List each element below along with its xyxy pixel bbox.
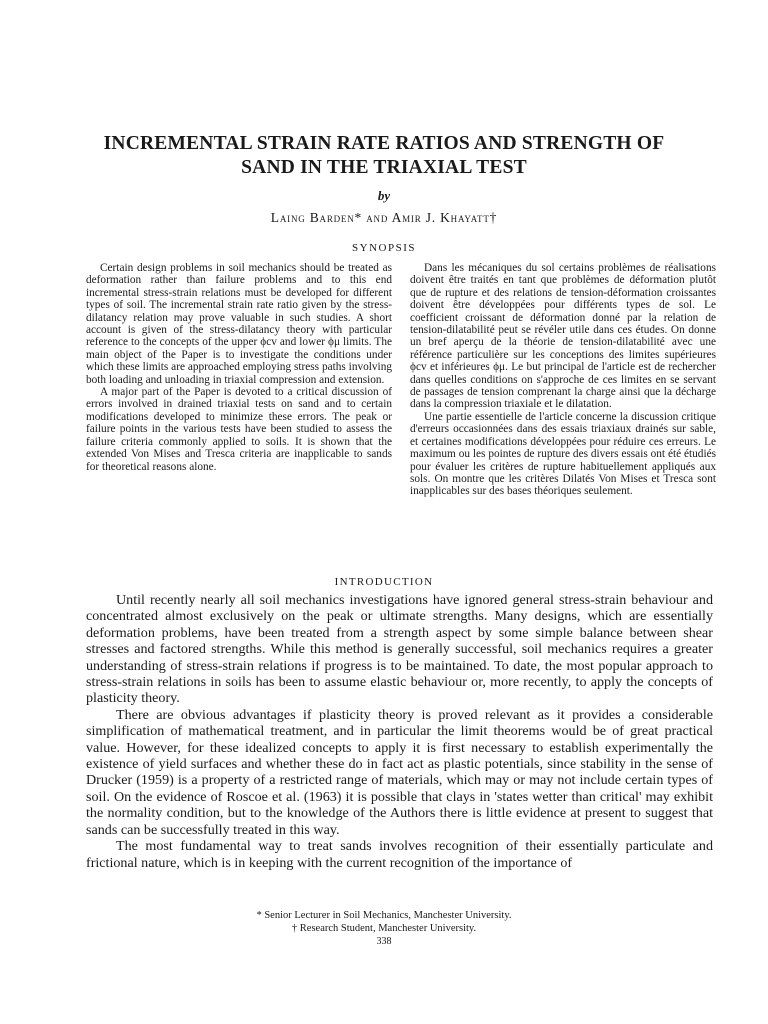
introduction-paragraph: There are obvious advantages if plasticity theory is proved relevant as it provides a considerable simplification of mathematical treatment, and in particular the limit theorems would be of great practical value. However, for these idealized concepts to apply it is first necessary to establish experimentally the existence of yield surfaces and whether these do in fact act as plastic potentials, since stability in the sense of Drucker (1959) is a property of a restricted range of materials, which may or may not include certain types of soil. On the evidence of Roscoe et al. (1963) it is possible that clays in 'states wetter than critical' may exhibit the normality condition, but to the knowledge of the Authors there is little evidence at present to suggest that sands can be successfully treated in this way.: [86, 706, 713, 838]
footnotes: [0, 910, 768, 935]
synopsis-french-column: [410, 262, 716, 498]
synopsis-en-paragraph: Certain design problems in soil mechanics should be treated as deformation rather than failure problems and to this end incremental stress-strain relations must be developed for different types of soil. The incremental strain rate ratio given by the stress-dilatancy relation may prove valuable in such studies. A short account is given of the stress-dilatancy theory with particular reference to the concepts of the upper ϕcv and lower ϕμ limits. The main object of the Paper is to investigate the conditions under which these limits are approached employing stress paths involving both loading and unloading in triaxial compression and extension.: [86, 262, 392, 386]
footnote: † Research Student, Manchester University.: [291, 922, 477, 934]
author-line: Laing Barden* and Amir J. Khayatt†: [270, 210, 498, 225]
synopsis-heading: SYNOPSIS: [352, 242, 416, 254]
synopsis-fr-paragraph: Une partie essentielle de l'article concerne la discussion critique d'erreurs occasionnées dans des essais triaxiaux drainés sur sable, et certaines modifications développées pour réduire ces erreurs. Le maximum ou les pointes de rupture des divers essais ont été étudiés pour évaluer les critères de rupture habituellement appliqués aux sols. On montre que les critères Dilatés Von Mises et Tresca sont inapplicables sur des bases théoriques seulement.: [410, 410, 716, 498]
paper-title: INCREMENTAL STRAIN RATE RATIOS AND STRENGTH OF SAND IN THE TRIAXIAL TEST: [103, 133, 665, 178]
synopsis-english-column: [86, 262, 392, 473]
byline-by: by: [377, 188, 391, 203]
introduction-paragraph: Until recently nearly all soil mechanics investigations have ignored general stress-strain behaviour and concentrated almost exclusively on the peak or ultimate strengths. Many designs, which are essentially deformation problems, have been treated from a strength aspect by some simple balance between shear stresses and factored strengths. While this method is generally successful, soil mechanics requires a greater understanding of stress-strain relations if progress is to be maintained. To date, the most popular approach to stress-strain relations in soils has been to assume elastic behaviour or, more recently, to apply the concepts of plasticity theory.: [86, 592, 713, 707]
page-number: 338: [376, 936, 392, 947]
introduction-paragraph: The most fundamental way to treat sands involves recognition of their essentially particulate and frictional nature, which is in keeping with the current recognition of the importance of: [86, 838, 713, 871]
introduction-heading: INTRODUCTION: [334, 576, 434, 588]
introduction-body: [86, 592, 713, 871]
synopsis-en-paragraph: A major part of the Paper is devoted to a critical discussion of errors involved in drained triaxial tests on sand and to certain modifications developed to minimize these errors. The peak or failure points in the various tests have been studied to assess the failure criteria commonly applied to soils. It is shown that the extended Von Mises and Tresca criteria are inapplicable to sands for theoretical reasons alone.: [86, 386, 392, 473]
footnote: * Senior Lecturer in Soil Mechanics, Manchester University.: [256, 910, 512, 921]
synopsis-fr-paragraph: Dans les mécaniques du sol certains problèmes de réalisations doivent être traités en tant que problèmes de déformation plutôt que de rupture et des relations de tension-déformation croissantes doivent être développées pour différents types de sol. Le coefficient croissant de déformation donné par la relation de tension-dilatabilité peut se révéler utile dans ces études. On donne un bref aperçu de la théorie de tension-dilatabilité avec une référence particulière sur les conceptions des limites supérieures ϕcv et inférieures ϕμ. Le but principal de l'article est de rechercher dans quelles conditions on s'approche de ces limites en se servant de passages de tension comprenant la charge ainsi que la décharge dans la compression triaxiale et le dilatation.: [410, 262, 716, 411]
